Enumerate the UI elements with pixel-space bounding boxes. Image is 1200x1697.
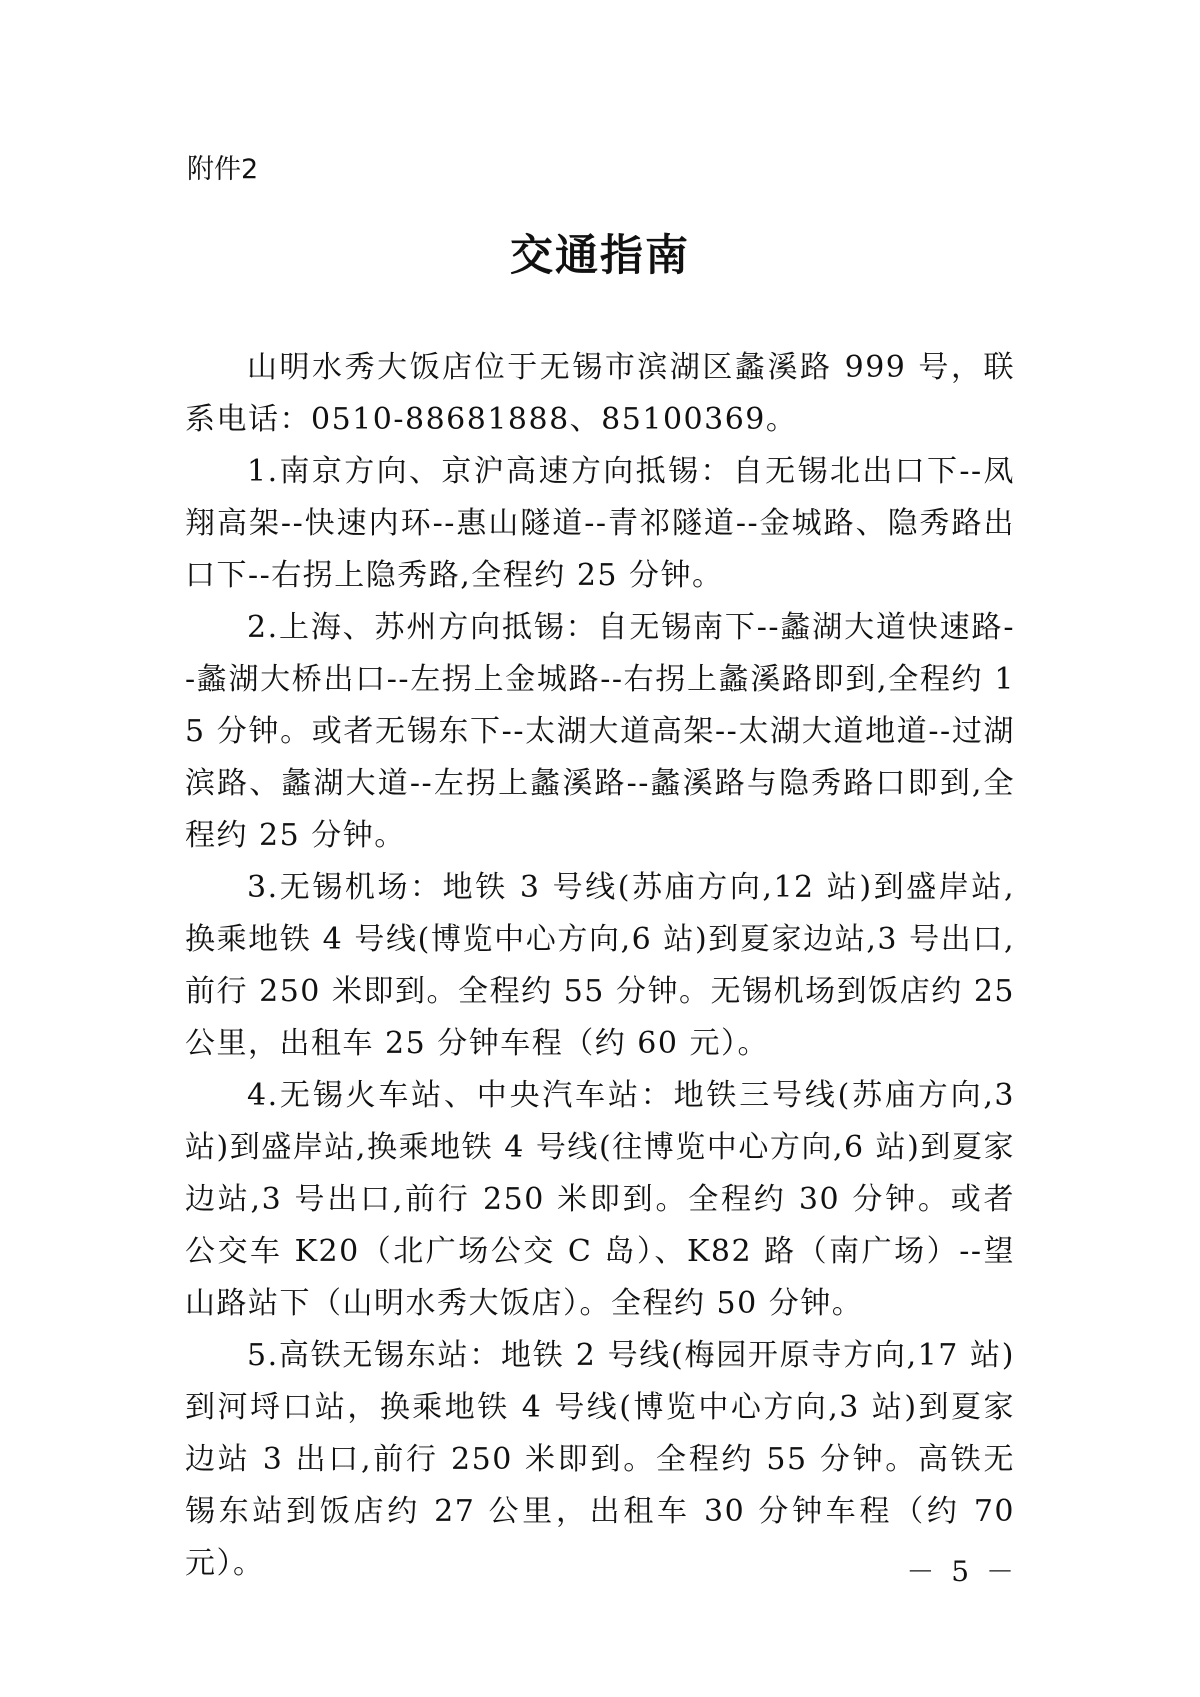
route-shanghai-paragraph: 2.上海、苏州方向抵锡：自无锡南下--蠡湖大道快速路--蠡湖大桥出口--左拐上金城路--右拐上蠡溪路即到,全程约 15 分钟。或者无锡东下--太湖大道高架--太湖大道地道--过湖滨路、蠡湖大道--左拐上蠡溪路--蠡溪路与隐秀路口即到,全程约 25 分钟。 <box>185 610 1015 853</box>
route-high-speed-rail-paragraph: 5.高铁无锡东站：地铁 2 号线(梅园开原寺方向,17 站)到河埒口站，换乘地铁 4 号线(博览中心方向,3 站)到夏家边站 3 出口,前行 250 米即到。全程约 55 分钟。高铁无锡东站到饭店约 27 公里，出租车 30 分钟车程（约 70 元）。 <box>185 1338 1015 1581</box>
intro-paragraph: 山明水秀大饭店位于无锡市滨湖区蠡溪路 999 号，联系电话：0510-88681888、85100369。 <box>185 350 1015 437</box>
page-title: 交通指南 <box>510 231 690 281</box>
document-body <box>185 342 1015 1590</box>
route-airport-paragraph: 3.无锡机场：地铁 3 号线(苏庙方向,12 站)到盛岸站,换乘地铁 4 号线(博览中心方向,6 站)到夏家边站,3 号出口,前行 250 米即到。全程约 55 分钟。无锡机场到饭店约 25 公里，出租车 25 分钟车程（约 60 元）。 <box>185 870 1015 1061</box>
page-number: － 5 － <box>906 1555 1018 1588</box>
route-railway-station-paragraph: 4.无锡火车站、中央汽车站：地铁三号线(苏庙方向,3 站)到盛岸站,换乘地铁 4 号线(往博览中心方向,6 站)到夏家边站,3 号出口,前行 250 米即到。全程约 30 分钟。或者公交车 K20（北广场公交 C 岛）、K82 路（南广场）--望山路站下（山明水秀大饭店）。全程约 50 分钟。 <box>185 1078 1015 1321</box>
attachment-label: 附件2 <box>187 154 259 185</box>
route-nanjing-paragraph: 1.南京方向、京沪高速方向抵锡：自无锡北出口下--凤翔高架--快速内环--惠山隧道--青祁隧道--金城路、隐秀路出口下--右拐上隐秀路,全程约 25 分钟。 <box>185 454 1015 593</box>
